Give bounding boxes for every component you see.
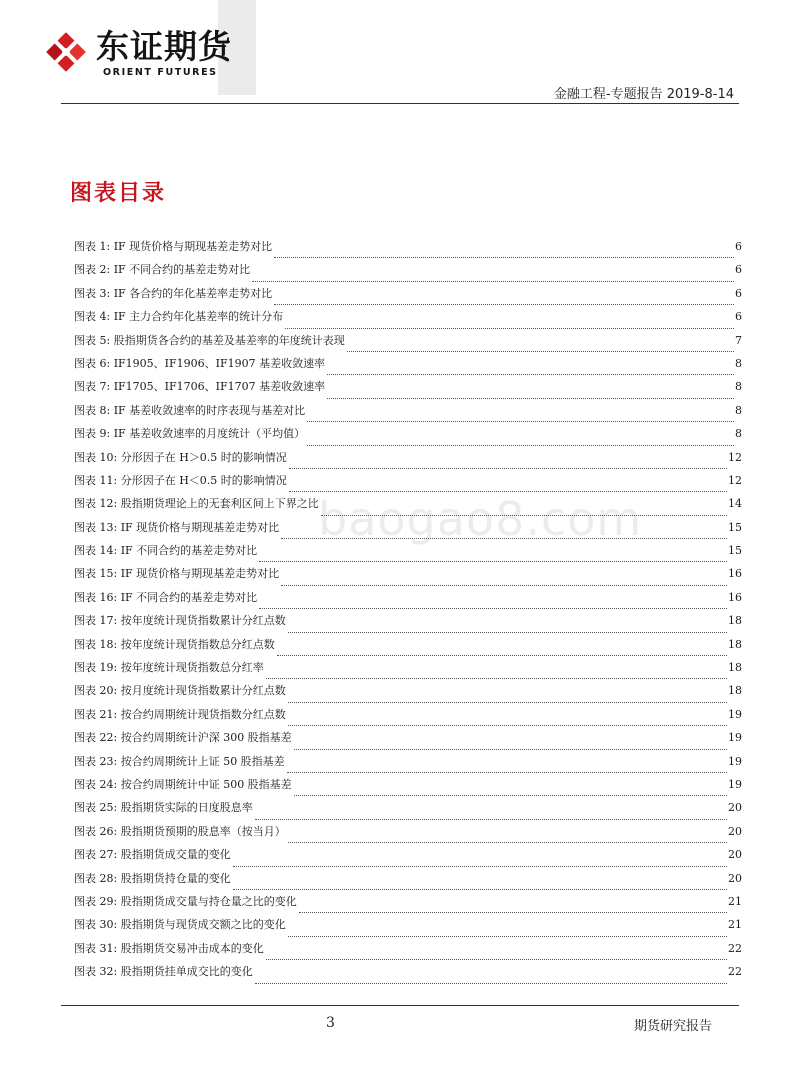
toc-entry-page: 22	[728, 941, 742, 955]
toc-entry-leader	[259, 607, 727, 609]
toc-entry[interactable]	[74, 449, 742, 472]
toc-entry[interactable]	[74, 846, 742, 869]
toc-entry-label: 图表 9: IF 基差收敛速率的月度统计（平均值）	[74, 427, 306, 441]
toc-entry-label: 图表 22: 按合约周期统计沪深 300 股指基差	[74, 731, 292, 745]
toc-entry-leader	[233, 888, 727, 890]
toc-entry[interactable]	[74, 402, 742, 425]
toc-entry-page: 7	[735, 333, 742, 347]
toc-entry-page: 20	[728, 824, 742, 838]
toc-entry-leader	[307, 444, 734, 446]
toc-entry-leader	[287, 771, 727, 773]
toc-entry-label: 图表 11: 分形因子在 H＜0.5 时的影响情况	[74, 473, 287, 487]
toc-entry-page: 8	[735, 427, 742, 441]
toc-entry-page: 16	[728, 567, 742, 581]
toc-entry-label: 图表 3: IF 各合约的年化基差率走势对比	[74, 286, 273, 300]
toc-entry-page: 18	[728, 684, 742, 698]
toc-entry-label: 图表 18: 按年度统计现货指数总分红点数	[74, 637, 275, 651]
toc-entry-page: 19	[728, 731, 742, 745]
toc-entry-page: 21	[728, 918, 742, 932]
toc-entry-leader	[259, 560, 727, 562]
toc-entry-page: 18	[728, 614, 742, 628]
toc-entry[interactable]	[74, 916, 742, 939]
toc-entry-label: 图表 32: 股指期货挂单成交比的变化	[74, 965, 253, 979]
toc-entry[interactable]	[74, 425, 742, 448]
toc-entry-page: 18	[728, 661, 742, 675]
toc-entry[interactable]	[74, 261, 742, 284]
toc-entry-label: 图表 24: 按合约周期统计中证 500 股指基差	[74, 777, 292, 791]
toc-entry-label: 图表 29: 股指期货成交量与持仓量之比的变化	[74, 894, 297, 908]
toc-entry-page: 15	[728, 544, 742, 558]
footer-label: 期货研究报告	[633, 1019, 712, 1034]
toc-entry[interactable]	[74, 893, 742, 916]
toc-entry-leader	[288, 631, 727, 633]
toc-entry-leader	[285, 327, 734, 329]
toc-entry-page: 21	[728, 894, 742, 908]
toc-entry[interactable]	[74, 308, 742, 331]
toc-entry-leader	[327, 373, 734, 375]
toc-entry-leader	[289, 467, 727, 469]
toc-entry[interactable]	[74, 565, 742, 588]
toc-entry-page: 18	[728, 637, 742, 651]
toc-entry-page: 22	[728, 965, 742, 979]
watermark: baogao8.com	[318, 492, 643, 546]
toc-entry-leader	[255, 818, 727, 820]
toc-entry-leader	[277, 654, 727, 656]
report-meta: 金融工程-专题报告 2019-8-14	[553, 87, 734, 102]
toc-entry[interactable]	[74, 729, 742, 752]
toc-entry-label: 图表 6: IF1905、IF1906、IF1907 基差收敛速率	[74, 356, 326, 370]
toc-entry-leader	[327, 397, 734, 399]
toc-entry-leader	[289, 490, 727, 492]
toc-entry-leader	[299, 911, 727, 913]
toc-entry-page: 15	[728, 520, 742, 534]
page-number: 3	[326, 1015, 335, 1031]
toc-entry[interactable]	[74, 542, 742, 565]
toc-entry-page: 6	[735, 286, 742, 300]
toc-entry[interactable]	[74, 495, 742, 518]
toc-entry-leader	[266, 958, 727, 960]
toc-entry-leader	[252, 280, 734, 282]
toc-entry-page: 8	[735, 380, 742, 394]
toc-entry-page: 8	[735, 356, 742, 370]
toc-entry-page: 6	[735, 310, 742, 324]
toc-entry[interactable]	[74, 753, 742, 776]
footer-divider	[61, 1005, 739, 1006]
toc-entry-page: 19	[728, 707, 742, 721]
toc-entry-label: 图表 17: 按年度统计现货指数累计分红点数	[74, 614, 286, 628]
toc-entry[interactable]	[74, 378, 742, 401]
toc-entry-page: 6	[735, 263, 742, 277]
toc-entry-label: 图表 10: 分形因子在 H＞0.5 时的影响情况	[74, 450, 287, 464]
toc-entry[interactable]	[74, 659, 742, 682]
brand-name-cn: 东证期货	[96, 27, 232, 66]
toc-entry-page: 20	[728, 871, 742, 885]
toc-entry-page: 16	[728, 590, 742, 604]
toc-entry[interactable]	[74, 963, 742, 986]
toc-entry-leader	[274, 256, 734, 258]
toc-entry[interactable]	[74, 285, 742, 308]
toc-entry-leader	[281, 537, 727, 539]
toc-entry-label: 图表 30: 股指期货与现货成交额之比的变化	[74, 918, 286, 932]
toc-entry-leader	[307, 420, 734, 422]
toc-entry[interactable]	[74, 682, 742, 705]
toc-entry[interactable]	[74, 940, 742, 963]
toc-entry[interactable]	[74, 332, 742, 355]
toc-entry[interactable]	[74, 799, 742, 822]
toc-entry-label: 图表 25: 股指期货实际的日度股息率	[74, 801, 253, 815]
toc-entry[interactable]	[74, 706, 742, 729]
brand-name-en: ORIENT FUTURES	[103, 67, 218, 78]
toc-entry[interactable]	[74, 870, 742, 893]
toc-entry-leader	[255, 982, 727, 984]
toc-entry-label: 图表 4: IF 主力合约年化基差率的统计分布	[74, 310, 284, 324]
toc-entry-leader	[288, 841, 727, 843]
toc-entry[interactable]	[74, 589, 742, 612]
toc-entry-leader	[281, 584, 727, 586]
toc-entry-label: 图表 1: IF 现货价格与期现基差走势对比	[74, 240, 273, 253]
orient-futures-logo-icon	[44, 30, 88, 74]
toc-entry-label: 图表 23: 按合约周期统计上证 50 股指基差	[74, 754, 285, 768]
toc-entry[interactable]	[74, 776, 742, 799]
toc-entry-label: 图表 13: IF 现货价格与期现基差走势对比	[74, 520, 280, 534]
toc-entry-leader	[274, 303, 734, 305]
toc-entry-leader	[347, 350, 734, 352]
toc-entry-page: 20	[728, 848, 742, 862]
toc-entry-label: 图表 8: IF 基差收敛速率的时序表现与基差对比	[74, 403, 306, 417]
header-divider	[61, 103, 739, 104]
toc-entry-label: 图表 5: 股指期货各合约的基差及基差率的年度统计表现	[74, 333, 345, 347]
toc-entry-page: 19	[728, 754, 742, 768]
toc-entry-leader	[294, 794, 727, 796]
toc-entry-leader	[294, 748, 727, 750]
toc-entry[interactable]	[74, 823, 742, 846]
toc-entry-leader	[266, 677, 727, 679]
toc-entry-label: 图表 16: IF 不同合约的基差走势对比	[74, 590, 258, 604]
toc-entry[interactable]	[74, 636, 742, 659]
toc-entry-label: 图表 19: 按年度统计现货指数总分红率	[74, 661, 264, 675]
toc-entry[interactable]	[74, 472, 742, 495]
toc-entry-leader	[233, 865, 727, 867]
toc-entry-leader	[321, 514, 727, 516]
toc-entry[interactable]	[74, 612, 742, 635]
toc-entry[interactable]	[74, 519, 742, 542]
toc-entry-page: 12	[728, 450, 742, 464]
toc-title: 图表目录	[70, 180, 167, 206]
toc-entry-leader	[288, 935, 727, 937]
toc-entry[interactable]	[74, 355, 742, 378]
toc-entry-label: 图表 14: IF 不同合约的基差走势对比	[74, 544, 258, 558]
toc-entry-page: 8	[735, 403, 742, 417]
toc-entry-label: 图表 28: 股指期货持仓量的变化	[74, 871, 231, 885]
toc-entry-label: 图表 27: 股指期货成交量的变化	[74, 848, 231, 862]
toc-entry-leader	[288, 701, 727, 703]
toc-entry-label: 图表 7: IF1705、IF1706、IF1707 基差收敛速率	[74, 380, 326, 394]
toc-entry-leader	[288, 724, 727, 726]
toc-entry-page: 20	[728, 801, 742, 815]
toc-list	[74, 238, 742, 987]
toc-entry-page: 14	[728, 497, 742, 511]
toc-entry-label: 图表 20: 按月度统计现货指数累计分红点数	[74, 684, 286, 698]
toc-entry-label: 图表 21: 按合约周期统计现货指数分红点数	[74, 707, 286, 721]
toc-entry-label: 图表 12: 股指期货理论上的无套利区间上下界之比	[74, 497, 319, 511]
toc-entry[interactable]	[74, 238, 742, 261]
toc-entry-page: 6	[735, 240, 742, 253]
toc-entry-label: 图表 31: 股指期货交易冲击成本的变化	[74, 941, 264, 955]
toc-entry-page: 19	[728, 777, 742, 791]
toc-entry-label: 图表 15: IF 现货价格与期现基差走势对比	[74, 567, 280, 581]
toc-entry-label: 图表 26: 股指期货预期的股息率（按当月）	[74, 824, 286, 838]
toc-entry-label: 图表 2: IF 不同合约的基差走势对比	[74, 263, 251, 277]
toc-entry-page: 12	[728, 473, 742, 487]
